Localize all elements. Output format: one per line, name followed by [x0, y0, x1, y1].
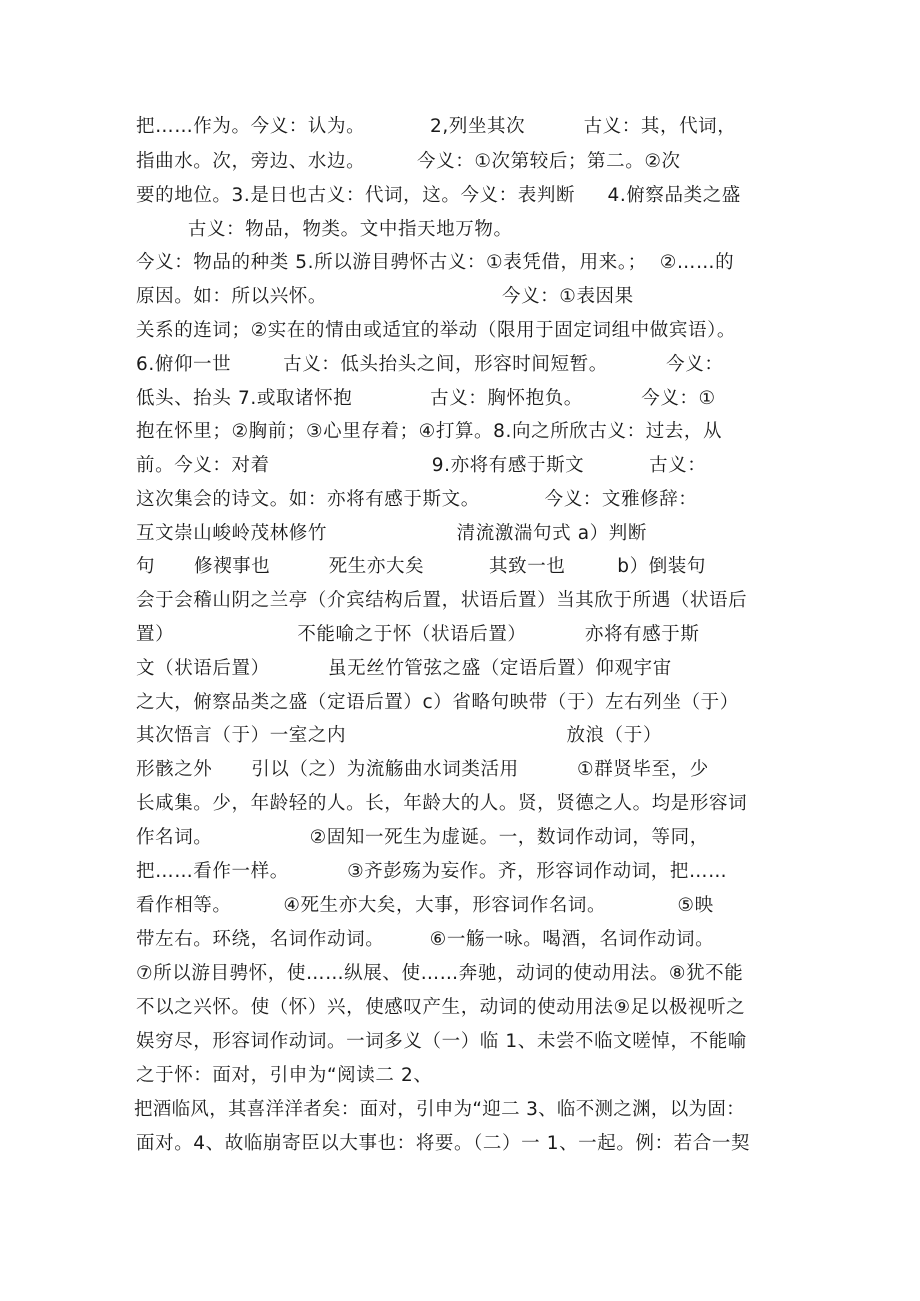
- text-line: 形骸之外 引以（之）为流觞曲水词类活用 ①群贤毕至，少: [136, 759, 709, 780]
- text-line: 低头、抬头 7.或取诸怀抱 古义：胸怀抱负。 今义：①: [136, 388, 716, 409]
- text-line: 前。今义：对着 9.亦将有感于斯文 古义：: [136, 455, 707, 476]
- text-line: 其次悟言（于）一室之内 放浪（于）: [136, 725, 662, 746]
- text-line: 之于怀：面对，引申为“阅读二 2、: [136, 1065, 433, 1086]
- text-line: 不以之兴怀。使（怀）兴，使感叹产生，动词的使动用法⑨足以极视听之: [136, 997, 746, 1018]
- text-line: 长咸集。少，年龄轻的人。长，年龄大的人。贤，贤德之人。均是形容词: [136, 793, 748, 814]
- text-line: 古义：物品，物类。文中指天地万物。: [136, 219, 513, 240]
- text-line: 面对。4、故临崩寄臣以大事也：将要。（二）一 1、一起。例：若合一契: [136, 1133, 751, 1154]
- text-line: 这次集会的诗文。如：亦将有感于斯文。 今义：文雅修辞：: [136, 489, 698, 510]
- text-line: 把……作为。今义：认为。 2,列坐其次 古义：其，代词，: [136, 116, 737, 137]
- text-line: 把……看作一样。 ③齐彭殇为妄作。齐，形容词作动词，把……: [136, 861, 728, 882]
- text-line: 作名词。 ②固知一死生为虚诞。一，数词作动词，等同，: [136, 827, 709, 848]
- text-line: 文（状语后置） 虽无丝竹管弦之盛（定语后置）仰观宇宙: [136, 658, 672, 679]
- text-line: 抱在怀里；②胸前；③心里存着；④打算。8.向之所欣古义：过去，从: [136, 421, 723, 442]
- text-line: 之大，俯察品类之盛（定语后置）c）省略句映带（于）左右列坐（于）: [136, 692, 739, 713]
- text-line: 会于会稽山阴之兰亭（介宾结构后置，状语后置）当其欣于所遇（状语后: [136, 590, 748, 611]
- text-line: 把酒临风，其喜洋洋者矣：面对，引申为“迎二 3、临不测之渊，以为固：: [134, 1099, 745, 1120]
- text-line: 原因。如：所以兴怀。 今义：①表因果: [136, 286, 634, 307]
- text-line: 今义：物品的种类 5.所以游目骋怀古义：①表凭借，用来。； ②……的: [136, 252, 735, 273]
- text-line: 看作相等。 ④死生亦大矣，大事，形容词作名词。 ⑤映: [136, 895, 714, 916]
- text-line: 互文崇山峻岭茂林修竹 清流激湍句式 a）判断: [136, 523, 647, 544]
- text-line: 要的地位。3.是日也古义：代词，这。今义：表判断 4.俯察品类之盛: [136, 185, 741, 206]
- text-line: 6.俯仰一世 古义：低头抬头之间，形容时间短暂。 今义：: [136, 354, 724, 375]
- text-line: 指曲水。次，旁边、水边。 今义：①次第较后；第二。②次: [136, 151, 681, 172]
- text-line: ⑦所以游目骋怀，使……纵展、使……奔驰，动词的使动用法。⑧犹不能: [136, 963, 744, 984]
- text-line: 带左右。环绕，名词作动词。 ⑥一觞一咏。喝酒，名词作动词。: [136, 929, 715, 950]
- text-line: 句 修禊事也 死生亦大矣 其致一也 b）倒装句: [136, 556, 707, 577]
- text-line: 娱穷尽，形容词作动词。一词多义（一）临 1、未尝不临文嗟悼，不能喻: [136, 1031, 747, 1052]
- text-line: 置） 不能喻之于怀（状语后置） 亦将有感于斯: [136, 624, 700, 645]
- text-line: 关系的连词；②实在的情由或适宜的举动（限用于固定词组中做宾语）。: [136, 320, 737, 341]
